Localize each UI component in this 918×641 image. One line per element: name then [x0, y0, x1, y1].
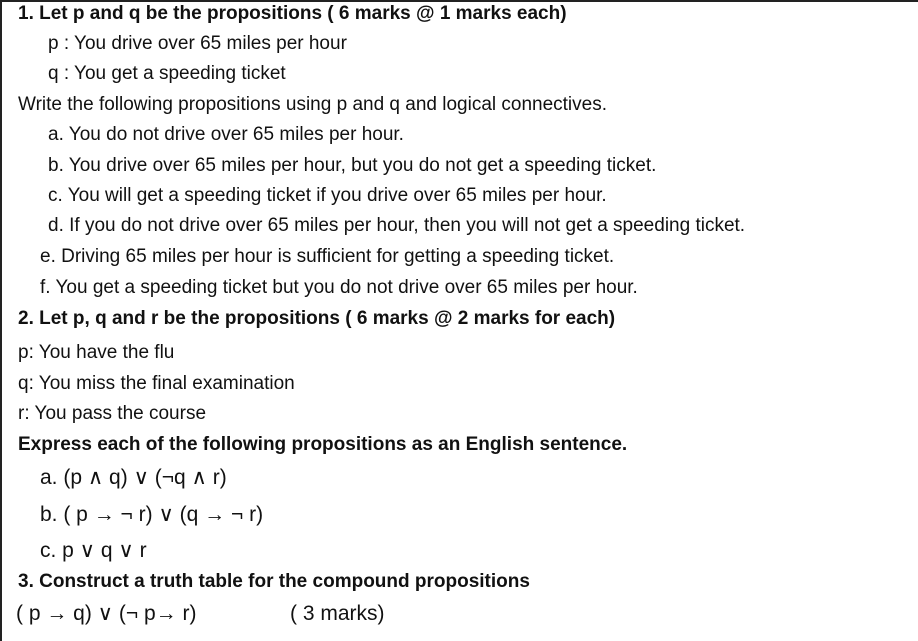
- q2-r-definition: r: You pass the course: [18, 403, 207, 424]
- q3-marks: ( 3 marks): [290, 602, 385, 625]
- q1-p-definition: p : You drive over 65 miles per hour: [48, 33, 347, 54]
- q1-item-b: b. You drive over 65 miles per hour, but you do not get a speeding ticket.: [48, 155, 657, 176]
- q2-item-b: b. ( p → ¬ r) ∨ (q → ¬ r): [40, 503, 264, 526]
- q1-q-definition: q : You get a speeding ticket: [48, 63, 286, 84]
- q2-heading: 2. Let p, q and r be the propositions ( 6 marks @ 2 marks for each): [18, 308, 616, 329]
- q1-heading: 1. Let p and q be the propositions ( 6 marks @ 1 marks each): [18, 3, 567, 24]
- q1-item-e: e. Driving 65 miles per hour is sufficient for getting a speeding ticket.: [40, 246, 615, 267]
- q1-item-d: d. If you do not drive over 65 miles per hour, then you will not get a speeding ticket.: [48, 215, 746, 236]
- q3-formula: ( p → q) ∨ (¬ p→ r): [16, 602, 197, 625]
- q1-instruction: Write the following propositions using p and q and logical connectives.: [18, 94, 607, 115]
- q2-q-definition: q: You miss the final examination: [18, 373, 295, 394]
- page-left-border: [0, 0, 2, 641]
- q3-heading: 3. Construct a truth table for the compound propositions: [18, 571, 530, 592]
- q2-instruction: Express each of the following propositions as an English sentence.: [18, 434, 628, 455]
- q1-item-a: a. You do not drive over 65 miles per hour.: [48, 124, 404, 145]
- q1-item-c: c. You will get a speeding ticket if you drive over 65 miles per hour.: [48, 185, 607, 206]
- q2-item-a: a. (p ∧ q) ∨ (¬q ∧ r): [40, 466, 227, 489]
- q2-p-definition: p: You have the flu: [18, 342, 175, 363]
- q1-item-f: f. You get a speeding ticket but you do not drive over 65 miles per hour.: [40, 277, 638, 298]
- q2-item-c: c. p ∨ q ∨ r: [40, 539, 147, 562]
